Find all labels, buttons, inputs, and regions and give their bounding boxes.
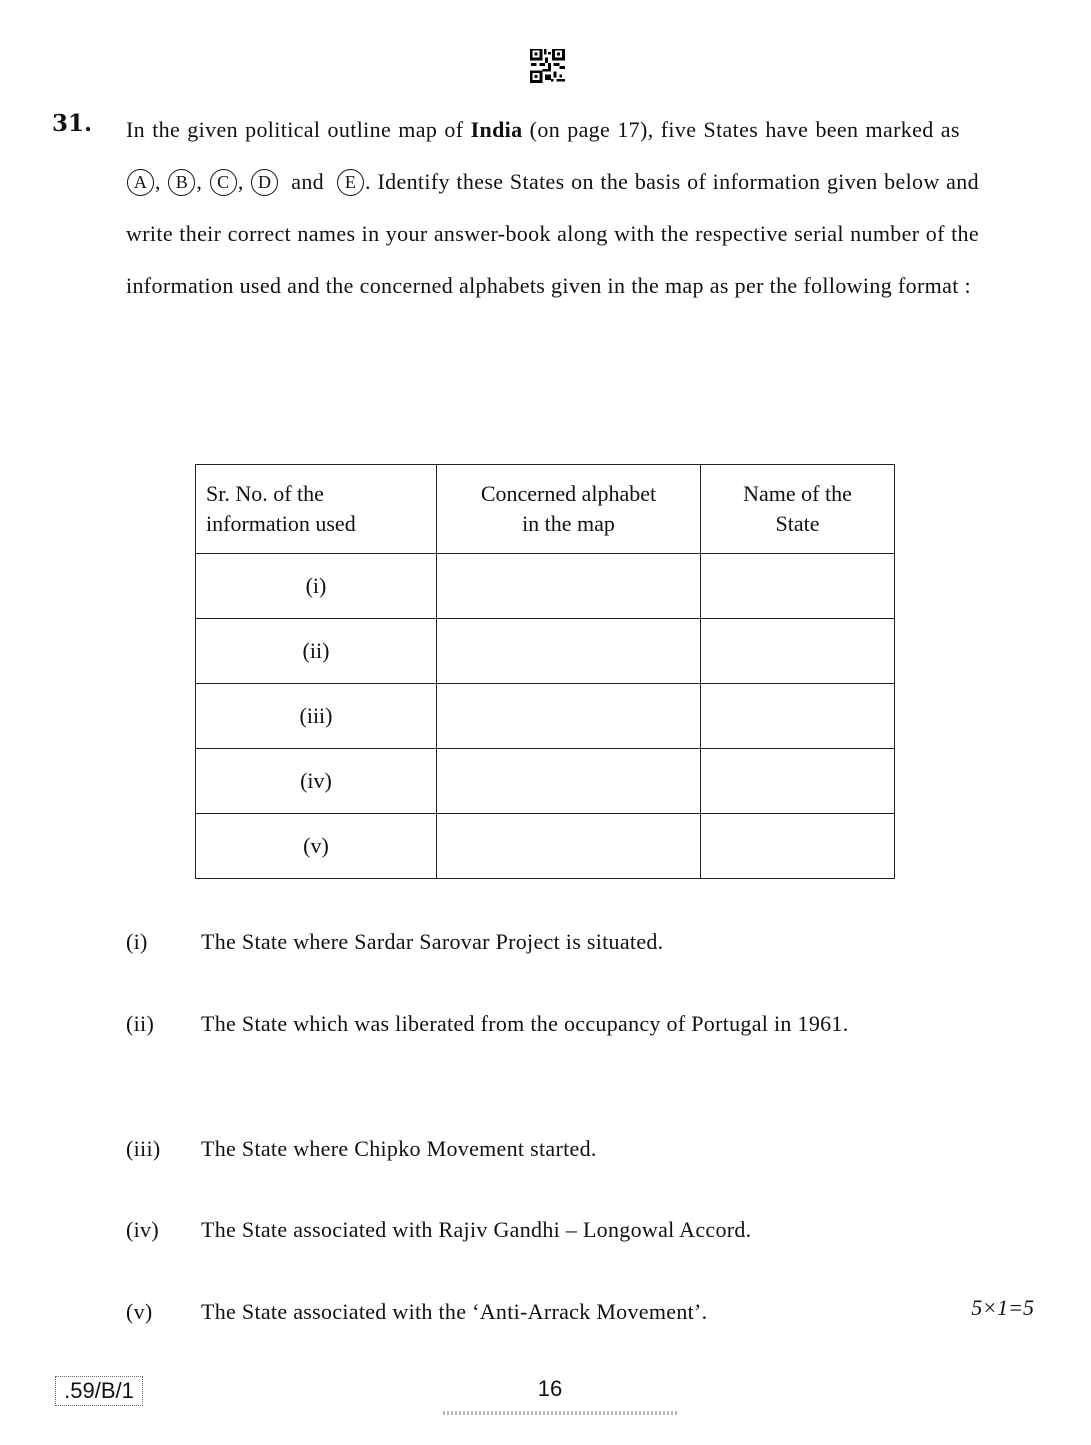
info-text: The State associated with Rajiv Gandhi – Longowal Accord. [201,1217,752,1242]
cell-sr: (v) [196,814,437,879]
header-sr-no [196,465,437,554]
paper-code: .59/B/1 [55,1376,143,1406]
cell-sr: (i) [196,554,437,619]
cell-alphabet [437,749,701,814]
cell-state [701,619,895,684]
table-row [196,619,895,684]
answer-format-table [195,464,895,879]
table-row [196,684,895,749]
info-item [126,1208,979,1252]
info-text: The State associated with the ‘Anti-Arrack Movement’. [201,1299,708,1324]
table-row [196,814,895,879]
info-label: (i) [126,929,148,954]
header-line: in the map [522,511,615,536]
comma: , [196,169,203,194]
cell-state [701,749,895,814]
info-item [126,1290,886,1334]
cell-state [701,684,895,749]
info-label: (iii) [126,1136,161,1161]
comma: , [237,169,244,194]
header-line: Sr. No. of the [206,481,324,506]
question-intro [126,104,979,312]
map-marker-b: B [168,169,195,196]
cell-alphabet [437,619,701,684]
info-text: The State where Sardar Sarovar Project is situated. [201,929,664,954]
cell-alphabet [437,684,701,749]
qr-code-icon [530,49,566,83]
map-marker-c: C [210,169,237,196]
map-marker-d: D [251,169,278,196]
map-marker-a: A [127,169,154,196]
security-microtext [443,1411,679,1415]
info-label: (ii) [126,1011,155,1036]
cell-state [701,554,895,619]
header-line: State [775,511,820,536]
cell-alphabet [437,554,701,619]
cell-sr: (ii) [196,619,437,684]
header-line: Concerned alphabet [480,481,657,506]
cell-sr: (iii) [196,684,437,749]
cell-alphabet [437,814,701,879]
and-word: and [291,169,325,194]
info-item [126,920,979,964]
table-header-row [196,465,895,554]
info-text: The State which was liberated from the occupancy of Portugal in 1961. [201,1011,849,1036]
marks-allocation: 5×1=5 [971,1295,1034,1320]
header-line: information used [206,511,356,536]
info-item [126,1127,979,1171]
header-alphabet [437,465,701,554]
info-label: (iv) [126,1217,159,1242]
map-marker-e: E [337,169,364,196]
intro-bold-country: India [470,117,523,142]
header-state-name [701,465,895,554]
intro-text-2: (on page 17), five States have been marked as [522,117,967,142]
info-label: (v) [126,1299,153,1324]
info-item [126,1002,979,1046]
table-row [196,749,895,814]
info-text: The State where Chipko Movement started. [201,1136,597,1161]
intro-text-3: . Identify these States on the basis of information given below and write their correct names in your answer-book along with the respective serial number of the information used and the concerned alphabets given in the map as per the following format : [126,169,979,298]
comma: , [155,169,161,194]
header-line: Name of the [743,481,852,506]
cell-state [701,814,895,879]
question-number: 31. [52,110,93,137]
table-row [196,554,895,619]
page-number: 16 [537,1376,563,1401]
intro-text-1: In the given political outline map of [126,117,471,142]
cell-sr: (iv) [196,749,437,814]
